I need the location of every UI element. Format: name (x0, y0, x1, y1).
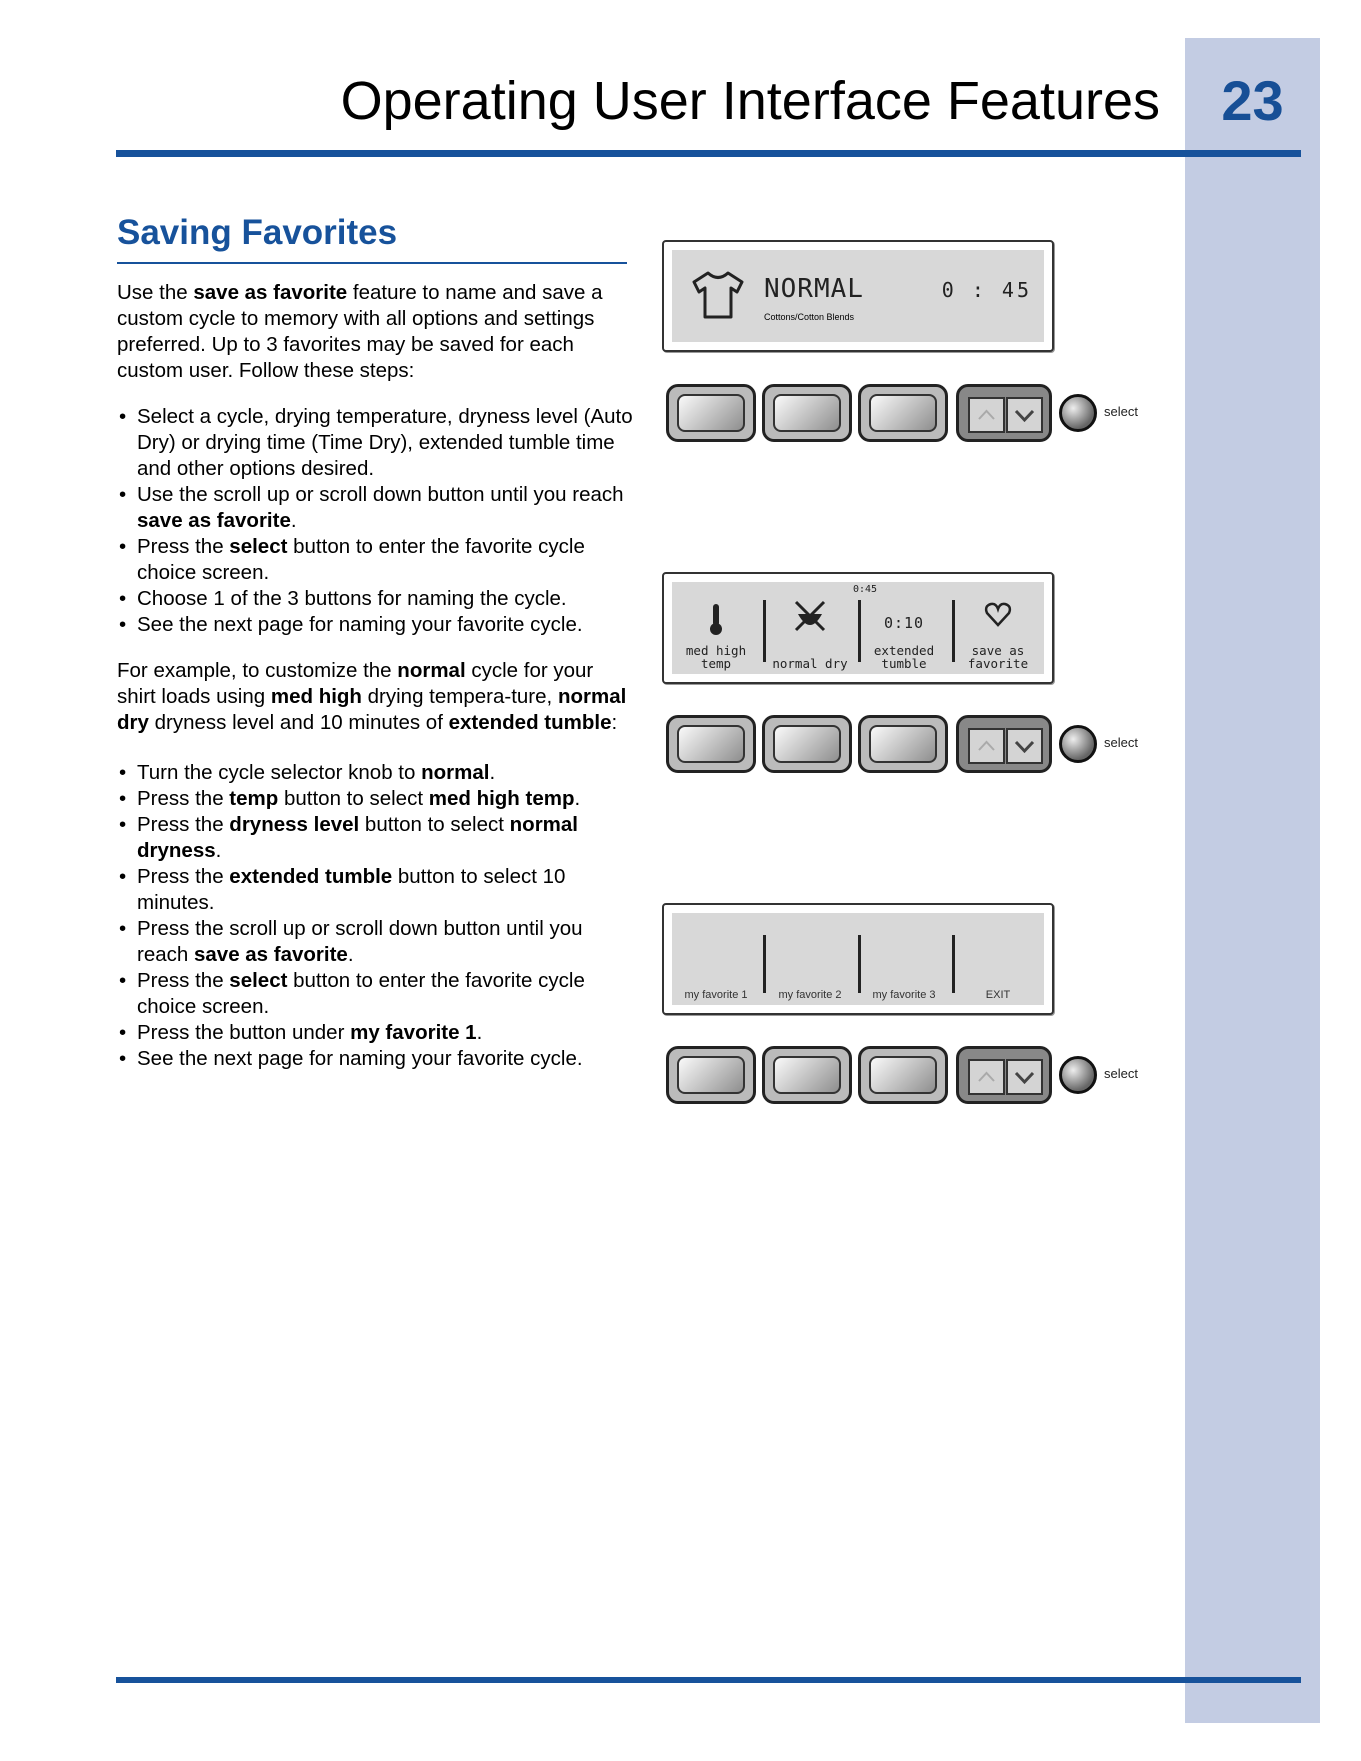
emphasis-text: save as favorite (193, 281, 348, 304)
scroll-buttons[interactable] (956, 384, 1052, 442)
select-label: select (1104, 404, 1138, 419)
select-label: select (1104, 735, 1138, 750)
scroll-up-icon[interactable] (968, 397, 1005, 433)
dry-label: normal dry (772, 656, 848, 671)
tumble-value: 0:10 (883, 614, 925, 632)
page-number: 23 (1221, 69, 1284, 132)
favorite-label: save as favorite (967, 643, 1029, 671)
dryness-column (768, 598, 852, 672)
emphasis-text: med high temp (428, 787, 575, 810)
select-knob[interactable] (1059, 1056, 1097, 1094)
panel-button-1[interactable] (666, 715, 756, 773)
heart-icon (984, 600, 1012, 628)
scroll-down-icon[interactable] (1006, 1059, 1043, 1095)
emphasis-text: temp (229, 787, 279, 810)
list-item: • Press the scroll up or scroll down button until you reach save as favorite. (117, 916, 637, 968)
example-steps-list (117, 760, 637, 1072)
panel-button-3[interactable] (858, 1046, 948, 1104)
list-item: • Press the extended tumble button to select 10 minutes. (117, 864, 637, 916)
example-paragraph: For example, to customize the normal cycle for your shirt loads using med high drying tempera-ture, normal dry dryness level and 10 minutes of extended tumble: (117, 659, 627, 734)
favorite-2-column (768, 921, 852, 1005)
emphasis-text: my favorite 1 (350, 1021, 477, 1044)
exit-label: EXIT (985, 989, 1011, 1001)
list-item: • Press the select button to enter the favorite cycle choice screen. (117, 534, 637, 586)
scroll-up-icon[interactable] (968, 1059, 1005, 1095)
panel-button-1[interactable] (666, 1046, 756, 1104)
emphasis-text: med high (270, 685, 362, 708)
tumble-column (862, 598, 946, 672)
list-item: • Press the dryness level button to select normal dryness. (117, 812, 637, 864)
scroll-buttons[interactable] (956, 715, 1052, 773)
instructions-column (117, 280, 637, 1072)
cycle-name: NORMAL (764, 274, 864, 304)
favorite-1-column (674, 921, 758, 1005)
temp-column (674, 598, 758, 672)
list-item: • See the next page for naming your favorite cycle. (117, 1046, 637, 1072)
thermometer-icon (708, 602, 724, 636)
cycle-subtitle: Cottons/Cotton Blends (764, 312, 855, 322)
shirt-icon (690, 270, 746, 320)
panel-button-3[interactable] (858, 384, 948, 442)
scroll-down-icon[interactable] (1006, 397, 1043, 433)
page-header-title: Operating User Interface Features (340, 71, 1160, 131)
section-title: Saving Favorites (117, 213, 398, 252)
page-sidebar (1185, 38, 1320, 1723)
list-item: • Use the scroll up or scroll down button until you reach save as favorite. (117, 482, 637, 534)
header-rule (116, 150, 1301, 157)
intro-paragraph: Use the save as favorite feature to name and save a custom cycle to memory with all options and settings preferred. Up to 3 favorites may be saved for each custom user. Follow these steps: (117, 281, 603, 382)
list-item: • Choose 1 of the 3 buttons for naming the cycle. (117, 586, 637, 612)
favorite-column (956, 598, 1040, 672)
cycle-time: 0 : 45 (941, 278, 1032, 302)
favorite-3-label: my favorite 3 (872, 989, 936, 1001)
scroll-buttons[interactable] (956, 1046, 1052, 1104)
footer-rule (116, 1677, 1301, 1683)
scroll-down-icon[interactable] (1006, 728, 1043, 764)
button-row-1 (666, 384, 1156, 442)
save-steps-list (117, 404, 637, 638)
tumble-label: extended tumble (873, 643, 935, 671)
dryness-icon (792, 598, 828, 634)
display-screen-favorites (662, 903, 1054, 1015)
display-screen-normal (662, 240, 1054, 352)
emphasis-text: save as favorite (193, 943, 348, 966)
top-time: 0:45 (853, 584, 878, 595)
select-label: select (1104, 1066, 1138, 1081)
scroll-up-icon[interactable] (968, 728, 1005, 764)
select-knob[interactable] (1059, 725, 1097, 763)
emphasis-text: extended tumble (448, 711, 612, 734)
panel-button-1[interactable] (666, 384, 756, 442)
select-knob[interactable] (1059, 394, 1097, 432)
temp-label: med high temp (685, 643, 747, 671)
exit-column (956, 921, 1040, 1005)
list-item: • Select a cycle, drying temperature, dryness level (Auto Dry) or drying time (Time Dry), extended tumble time and other options desired. (117, 404, 637, 482)
emphasis-text: select (229, 535, 288, 558)
list-item: • Press the select button to enter the favorite cycle choice screen. (117, 968, 637, 1020)
list-item: • Press the temp button to select med high temp. (117, 786, 637, 812)
section-rule (117, 262, 627, 264)
list-item: • Press the button under my favorite 1. (117, 1020, 637, 1046)
emphasis-text: select (229, 969, 288, 992)
emphasis-text: normal (421, 761, 490, 784)
panel-button-2[interactable] (762, 1046, 852, 1104)
emphasis-text: extended tumble (229, 865, 393, 888)
emphasis-text: normal dry (117, 685, 627, 734)
list-item: • Turn the cycle selector knob to normal. (117, 760, 637, 786)
button-row-3 (666, 1046, 1156, 1104)
emphasis-text: save as favorite (137, 509, 291, 532)
panel-button-2[interactable] (762, 715, 852, 773)
display-screen-options (662, 572, 1054, 684)
favorite-2-label: my favorite 2 (778, 989, 842, 1001)
panel-button-3[interactable] (858, 715, 948, 773)
emphasis-text: normal (397, 659, 466, 682)
list-item: • See the next page for naming your favorite cycle. (117, 612, 637, 638)
favorite-3-column (862, 921, 946, 1005)
emphasis-text: dryness level (229, 813, 360, 836)
panel-button-2[interactable] (762, 384, 852, 442)
button-row-2 (666, 715, 1156, 773)
emphasis-text: normal dryness (137, 813, 579, 862)
favorite-1-label: my favorite 1 (684, 989, 748, 1001)
